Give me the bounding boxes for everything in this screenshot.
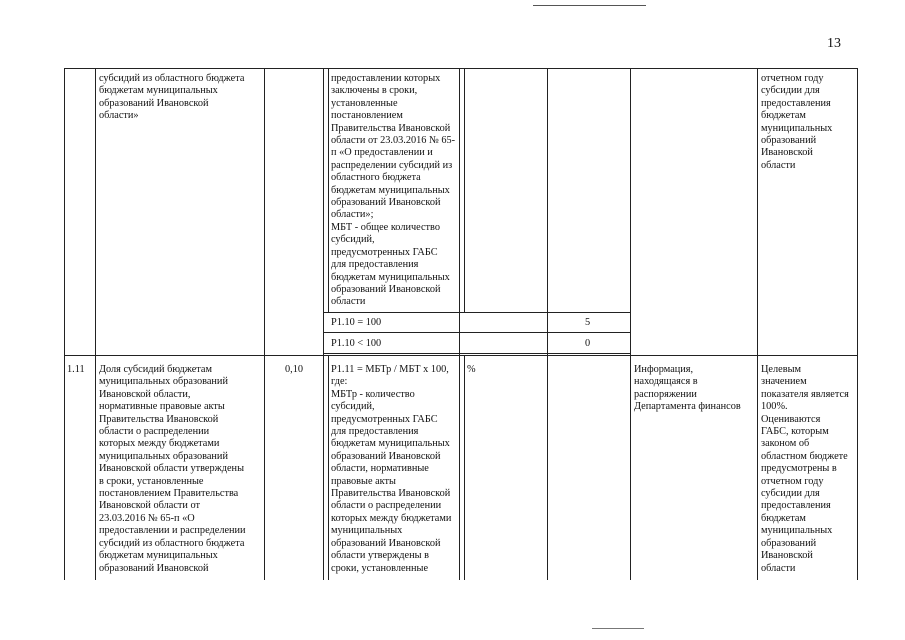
column-divider-6 <box>464 68 465 312</box>
column-divider-4b <box>328 355 329 580</box>
criterion-score-2: 0 <box>585 338 591 349</box>
top-target-description: отчетном году субсидии для предоставления бюджетам муниципальных образований Ивановской области <box>761 73 833 171</box>
indicator-name: Доля субсидий бюджетам муниципальных образований Ивановской области, нормативные правовые акты Правительства Ивановской области о распределении которых между бюджетами муниципальных образований Ивановской области утверждены в сроки, установленные постановлением Правительства Ивановской области от 23.03.2016 № 65-п «О предоставлении и распределении субсидий из областного бюджета бюджетам муниципальных образований Ивановской <box>99 364 246 574</box>
top-formula-description: предоставлении которых заключены в сроки, установленные постановлением Правительства Ивановской области от 23.03.2016 № 65- п «О предоставлении и распределении субсидий из областного бюджета бюджетам муниципальных образований Ивановской области»; МБТ - общее количество субсидий, предусмотренных ГАБС для предоставления бюджетам муниципальных образований Ивановской области <box>331 73 456 308</box>
column-divider-1 <box>95 68 96 580</box>
column-divider-6b <box>464 355 465 580</box>
criterion-condition-1: P1.10 = 100 <box>331 317 382 328</box>
criteria-line-2 <box>323 332 631 333</box>
column-divider-2 <box>264 68 265 580</box>
column-divider-9 <box>757 68 758 580</box>
column-divider-4 <box>328 68 329 312</box>
column-divider-8 <box>630 68 631 580</box>
page-number: 13 <box>827 36 841 51</box>
table-border-right <box>857 68 858 580</box>
indicator-formula: P1.11 = МБТр / МБТ x 100, где: МБТр - количество субсидий, предусмотренных ГАБС для предоставления бюджетам муниципальных образований Ивановской области, нормативные правовые акты Правительства Ивановской области о распределении которых между бюджетами муниципальных образований Ивановской области утверждены в сроки, установленные <box>331 364 452 574</box>
top-indicator-name: субсидий из областного бюджета бюджетам муниципальных образований Ивановской области» <box>99 73 245 122</box>
bottom-rule <box>592 628 644 629</box>
row-separator <box>64 355 858 356</box>
top-rule <box>533 5 646 6</box>
column-divider-5 <box>459 68 460 580</box>
indicator-unit: % <box>467 364 476 375</box>
criterion-score-1: 5 <box>585 317 591 328</box>
row-number: 1.11 <box>67 364 85 375</box>
column-divider-7 <box>547 68 548 580</box>
criterion-condition-2: P1.10 < 100 <box>331 338 382 349</box>
indicator-weight: 0,10 <box>285 364 304 375</box>
criteria-line-1 <box>323 312 631 313</box>
criteria-line-3 <box>323 353 631 354</box>
indicator-target: Целевым значением показателя является 100%. Оцениваются ГАБС, которым законом об областном бюджете предусмотрены в отчетном году субсидии для предоставления бюджетам муниципальных образований Ивановской области <box>761 364 849 574</box>
column-divider-3 <box>323 68 324 580</box>
table-border-left <box>64 68 65 580</box>
table-top-border <box>64 68 858 69</box>
indicator-source: Информация, находящаяся в распоряжении Департамента финансов <box>634 364 741 413</box>
